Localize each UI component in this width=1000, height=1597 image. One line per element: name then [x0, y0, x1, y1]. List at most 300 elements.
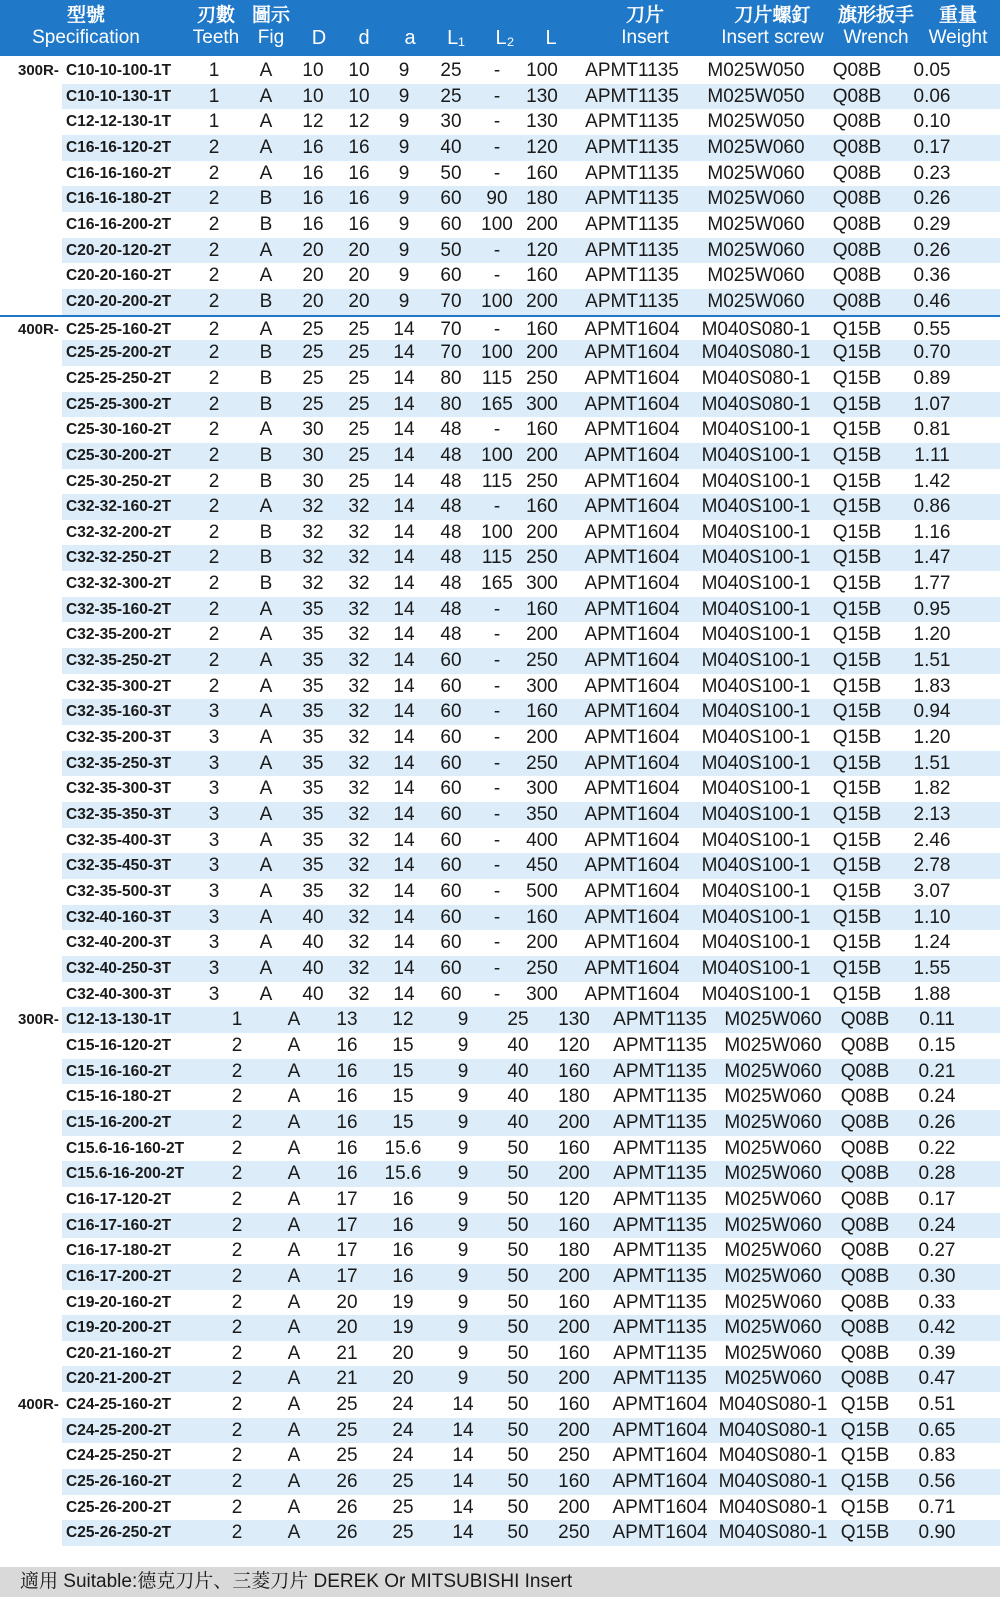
spec-code: C25-26-200-2T	[66, 1498, 172, 1516]
cell-D: 16	[336, 1060, 358, 1082]
cell-a: 9	[457, 1214, 469, 1236]
group-prefix	[18, 1059, 68, 1085]
cell-insert-screw: M025W060	[724, 1009, 822, 1031]
cell-fig: A	[259, 752, 273, 774]
cell-L2: -	[493, 752, 501, 774]
cell-insert: APMT1135	[613, 1034, 707, 1056]
cell-wrench: Q15B	[832, 906, 882, 928]
cell-a: 9	[457, 1137, 469, 1159]
table-row	[0, 699, 1000, 725]
header-spec	[0, 0, 172, 56]
header-wrench-cn: 旗形扳手	[837, 5, 914, 26]
cell-weight: 0.26	[918, 1111, 956, 1133]
cell-d: 32	[348, 598, 370, 620]
cell-L1: 48	[440, 496, 462, 518]
group-prefix	[18, 238, 68, 264]
cell-a: 9	[457, 1368, 469, 1390]
cell-fig: A	[259, 239, 273, 261]
cell-d: 32	[348, 727, 370, 749]
cell-fig: A	[259, 496, 273, 518]
cell-wrench: Q15B	[832, 855, 882, 877]
cell-wrench: Q15B	[832, 342, 882, 364]
cell-insert-screw: M040S080-1	[718, 1445, 828, 1467]
cell-L1: 50	[507, 1342, 529, 1364]
cell-weight: 0.56	[918, 1471, 956, 1493]
cell-L1: 50	[507, 1496, 529, 1518]
cell-D: 35	[302, 675, 324, 697]
spec-code: C16-17-160-2T	[66, 1216, 172, 1234]
cell-wrench: Q08B	[840, 1060, 890, 1082]
cell-fig: A	[287, 1394, 301, 1416]
cell-wrench: Q08B	[840, 1188, 890, 1210]
cell-weight: 0.83	[918, 1445, 956, 1467]
table-header	[0, 0, 1000, 56]
cell-a: 14	[452, 1471, 474, 1493]
cell-L1: 25	[440, 85, 462, 107]
cell-L1: 25	[440, 60, 462, 81]
spec-code: C32-35-400-3T	[66, 831, 172, 849]
header-teeth	[192, 0, 240, 56]
cell-weight: 1.07	[913, 393, 951, 415]
table-row	[0, 1495, 1000, 1521]
group-prefix	[18, 469, 68, 495]
cell-D: 40	[302, 906, 324, 928]
cell-fig: A	[259, 85, 273, 107]
cell-teeth: 3	[208, 778, 220, 800]
cell-a: 9	[457, 1163, 469, 1185]
cell-L: 450	[526, 855, 558, 877]
cell-teeth: 2	[231, 1291, 243, 1313]
spec-code: C16-16-200-2T	[66, 215, 172, 233]
cell-insert-screw: M025W060	[724, 1342, 822, 1364]
spec-code: C32-40-300-3T	[66, 985, 172, 1003]
cell-L2: -	[493, 265, 501, 287]
cell-D: 25	[302, 393, 324, 415]
cell-weight: 2.13	[913, 804, 951, 826]
table-row	[0, 828, 1000, 854]
cell-fig: A	[287, 1368, 301, 1390]
table-row	[0, 1366, 1000, 1392]
cell-L1: 70	[440, 290, 462, 312]
table-body	[0, 58, 1000, 1546]
cell-d: 32	[348, 932, 370, 954]
cell-L1: 50	[507, 1188, 529, 1210]
spec-code: C15-16-160-2T	[66, 1062, 172, 1080]
cell-fig: A	[287, 1342, 301, 1364]
cell-L1: 50	[440, 162, 462, 184]
spec-code: C20-20-200-2T	[66, 292, 172, 310]
cell-a: 14	[393, 957, 415, 979]
cell-fig: B	[259, 470, 273, 492]
table-row	[0, 1238, 1000, 1264]
cell-teeth: 1	[208, 111, 220, 133]
cell-L2: 100	[481, 444, 513, 466]
cell-insert: APMT1135	[585, 162, 679, 184]
cell-D: 16	[302, 213, 324, 235]
cell-L2: 115	[481, 367, 513, 389]
cell-weight: 1.24	[913, 932, 951, 954]
cell-L1: 48	[440, 444, 462, 466]
cell-insert: APMT1604	[584, 932, 680, 954]
spec-code: C16-16-160-2T	[66, 164, 172, 182]
group-prefix: 400R-	[18, 320, 59, 338]
cell-D: 40	[302, 932, 324, 954]
cell-D: 16	[336, 1137, 358, 1159]
header-insert-cn: 刀片	[625, 5, 664, 26]
cell-insert: APMT1604	[612, 1471, 708, 1493]
cell-teeth: 2	[231, 1342, 243, 1364]
cell-d: 15.6	[384, 1163, 422, 1185]
cell-teeth: 3	[208, 881, 220, 902]
spec-code: C25-25-160-2T	[66, 320, 172, 338]
cell-d: 32	[348, 701, 370, 723]
cell-d: 16	[348, 188, 370, 210]
cell-L2: -	[493, 957, 501, 979]
cell-D: 17	[336, 1265, 358, 1287]
cell-insert-screw: M025W060	[707, 136, 805, 158]
cell-insert: APMT1135	[613, 1111, 707, 1133]
cell-d: 10	[348, 85, 370, 107]
table-row	[0, 340, 1000, 366]
cell-L: 300	[526, 983, 558, 1005]
cell-L2: 160	[558, 1471, 590, 1493]
cell-d: 25	[348, 367, 370, 389]
cell-weight: 0.28	[918, 1163, 956, 1185]
cell-weight: 1.88	[913, 983, 951, 1005]
cell-fig: A	[259, 265, 273, 287]
cell-L2: 200	[558, 1317, 590, 1339]
header-teeth-en: Teeth	[192, 27, 240, 48]
cell-L2: -	[493, 829, 501, 851]
spec-code: C20-20-160-2T	[66, 267, 172, 285]
cell-teeth: 2	[231, 1471, 243, 1493]
cell-L1: 48	[440, 521, 462, 543]
cell-weight: 0.94	[913, 701, 951, 723]
table-row	[0, 802, 1000, 828]
cell-D: 16	[336, 1086, 358, 1108]
cell-insert-screw: M040S080-1	[718, 1471, 828, 1493]
cell-L2: -	[493, 598, 501, 620]
cell-fig: A	[259, 804, 273, 826]
cell-teeth: 2	[231, 1445, 243, 1467]
cell-L2: -	[493, 675, 501, 697]
cell-insert-screw: M040S100-1	[701, 932, 811, 954]
table-row	[0, 1443, 1000, 1469]
cell-wrench: Q08B	[832, 60, 882, 81]
cell-weight: 0.36	[913, 265, 951, 287]
cell-fig: A	[287, 1009, 301, 1031]
group-prefix	[18, 212, 68, 238]
cell-d: 32	[348, 496, 370, 518]
cell-L2: 115	[481, 547, 513, 569]
group-prefix	[18, 1264, 68, 1290]
table-row	[0, 520, 1000, 546]
cell-insert: APMT1604	[584, 521, 680, 543]
cell-weight: 0.11	[919, 1009, 955, 1031]
cell-wrench: Q08B	[832, 290, 882, 312]
group-prefix	[18, 853, 68, 879]
cell-d: 20	[348, 239, 370, 261]
cell-insert: APMT1135	[613, 1317, 707, 1339]
cell-a: 14	[452, 1522, 474, 1544]
cell-D: 35	[302, 855, 324, 877]
cell-wrench: Q15B	[832, 701, 882, 723]
spec-code: C32-35-250-3T	[66, 754, 172, 772]
cell-L: 160	[526, 318, 558, 340]
cell-insert: APMT1604	[584, 367, 680, 389]
cell-insert-screw: M040S080-1	[701, 367, 811, 389]
cell-fig: A	[259, 778, 273, 800]
cell-L: 200	[526, 213, 558, 235]
cell-insert: APMT1135	[585, 111, 679, 133]
cell-L1: 60	[440, 701, 462, 723]
cell-d: 32	[348, 983, 370, 1005]
header-L2-label: L₂	[495, 27, 515, 49]
cell-fig: A	[259, 419, 273, 441]
cell-d: 32	[348, 675, 370, 697]
cell-L2: -	[493, 650, 501, 672]
spec-code: C20-21-160-2T	[66, 1344, 172, 1362]
header-insert	[585, 0, 705, 56]
cell-L2: 250	[558, 1522, 590, 1544]
cell-fig: A	[287, 1317, 301, 1339]
cell-weight: 0.05	[913, 60, 951, 81]
cell-L: 300	[526, 778, 558, 800]
cell-teeth: 2	[208, 318, 220, 340]
cell-insert: APMT1604	[584, 906, 680, 928]
cell-wrench: Q15B	[840, 1522, 890, 1544]
cell-teeth: 2	[231, 1034, 243, 1056]
cell-insert-screw: M040S100-1	[701, 881, 811, 902]
cell-weight: 0.42	[918, 1317, 956, 1339]
table-row	[0, 315, 1000, 341]
cell-teeth: 2	[208, 290, 220, 312]
cell-weight: 3.07	[913, 881, 951, 902]
cell-insert: APMT1135	[585, 290, 679, 312]
cell-a: 9	[398, 239, 410, 261]
cell-teeth: 3	[208, 932, 220, 954]
cell-weight: 0.46	[913, 290, 951, 312]
cell-D: 35	[302, 752, 324, 774]
cell-D: 25	[336, 1445, 358, 1467]
cell-L: 250	[526, 470, 558, 492]
cell-D: 25	[302, 367, 324, 389]
group-prefix	[18, 545, 68, 571]
cell-insert-screw: M040S080-1	[701, 342, 811, 364]
group-prefix	[18, 1469, 68, 1495]
cell-insert: APMT1604	[584, 804, 680, 826]
cell-L1: 40	[507, 1086, 529, 1108]
cell-teeth: 2	[231, 1265, 243, 1287]
cell-fig: A	[259, 881, 273, 902]
cell-insert: APMT1604	[584, 624, 680, 646]
cell-D: 32	[302, 547, 324, 569]
cell-wrench: Q15B	[832, 573, 882, 595]
cell-insert-screw: M040S100-1	[701, 496, 811, 518]
header-a-label: a	[404, 27, 416, 49]
cell-L1: 60	[440, 727, 462, 749]
cell-a: 14	[393, 470, 415, 492]
spec-code: C10-10-100-1T	[66, 62, 172, 79]
cell-D: 35	[302, 881, 324, 902]
cell-weight: 0.95	[913, 598, 951, 620]
spec-code: C32-35-450-3T	[66, 857, 172, 875]
spec-code: C16-17-180-2T	[66, 1242, 172, 1260]
cell-wrench: Q15B	[832, 983, 882, 1005]
cell-d: 32	[348, 855, 370, 877]
cell-d: 25	[348, 419, 370, 441]
cell-wrench: Q08B	[840, 1291, 890, 1313]
cell-L1: 48	[440, 547, 462, 569]
cell-wrench: Q08B	[840, 1086, 890, 1108]
cell-teeth: 3	[208, 701, 220, 723]
cell-D: 16	[302, 188, 324, 210]
cell-D: 20	[336, 1317, 358, 1339]
table-row	[0, 84, 1000, 110]
cell-teeth: 2	[208, 598, 220, 620]
group-prefix	[18, 674, 68, 700]
table-row	[0, 905, 1000, 931]
group-prefix	[18, 392, 68, 418]
cell-teeth: 3	[208, 957, 220, 979]
cell-D: 26	[336, 1496, 358, 1518]
cell-d: 19	[392, 1291, 414, 1313]
cell-insert: APMT1135	[613, 1342, 707, 1364]
cell-L1: 50	[440, 239, 462, 261]
group-prefix	[18, 1366, 68, 1392]
cell-weight: 1.47	[913, 547, 951, 569]
cell-insert: APMT1604	[584, 496, 680, 518]
cell-fig: A	[287, 1419, 301, 1441]
table-row	[0, 1161, 1000, 1187]
table-row	[0, 751, 1000, 777]
cell-d: 32	[348, 957, 370, 979]
cell-teeth: 1	[208, 85, 220, 107]
cell-d: 16	[392, 1265, 414, 1287]
header-L2	[485, 0, 525, 56]
spec-code: C25-26-160-2T	[66, 1473, 172, 1491]
cell-fig: A	[287, 1163, 301, 1185]
cell-fig: A	[259, 701, 273, 723]
cell-L2: 200	[558, 1368, 590, 1390]
header-d	[345, 0, 383, 56]
cell-insert: APMT1604	[584, 573, 680, 595]
cell-teeth: 2	[208, 470, 220, 492]
header-screw	[710, 0, 835, 56]
cell-d: 25	[392, 1471, 414, 1493]
group-prefix	[18, 161, 68, 187]
header-spec-en: Specification	[32, 27, 140, 48]
header-fig-en: Fig	[257, 27, 285, 48]
cell-L1: 60	[440, 983, 462, 1005]
group-prefix	[18, 1161, 68, 1187]
cell-a: 9	[457, 1111, 469, 1133]
cell-fig: B	[259, 342, 273, 364]
cell-wrench: Q15B	[832, 727, 882, 749]
group-prefix	[18, 443, 68, 469]
cell-teeth: 2	[231, 1317, 243, 1339]
cell-L: 130	[526, 85, 558, 107]
cell-L2: 200	[558, 1163, 590, 1185]
cell-D: 35	[302, 778, 324, 800]
header-spec-cn: 型號	[66, 5, 105, 26]
cell-weight: 0.30	[918, 1265, 956, 1287]
cell-D: 10	[302, 85, 324, 107]
cell-insert: APMT1135	[613, 1265, 707, 1287]
cell-d: 25	[348, 342, 370, 364]
cell-insert: APMT1135	[613, 1240, 707, 1262]
cell-L1: 48	[440, 470, 462, 492]
table-row	[0, 1392, 1000, 1418]
cell-weight: 1.82	[913, 778, 951, 800]
spec-code: C15.6-16-200-2T	[66, 1165, 185, 1183]
cell-teeth: 2	[208, 188, 220, 210]
cell-fig: A	[259, 855, 273, 877]
cell-teeth: 2	[208, 239, 220, 261]
cell-L: 250	[526, 547, 558, 569]
spec-code: C15-16-180-2T	[66, 1088, 172, 1106]
cell-wrench: Q08B	[832, 136, 882, 158]
group-prefix: 300R-	[18, 1011, 59, 1029]
table-row	[0, 161, 1000, 187]
table-row	[0, 674, 1000, 700]
cell-wrench: Q08B	[832, 239, 882, 261]
cell-wrench: Q15B	[832, 393, 882, 415]
cell-weight: 0.24	[918, 1214, 956, 1236]
cell-wrench: Q08B	[840, 1368, 890, 1390]
cell-a: 9	[398, 265, 410, 287]
group-prefix	[18, 1495, 68, 1521]
spec-code: C32-40-200-3T	[66, 934, 172, 952]
cell-L1: 50	[507, 1368, 529, 1390]
cell-teeth: 2	[208, 547, 220, 569]
cell-wrench: Q15B	[840, 1419, 890, 1441]
cell-L2: 160	[558, 1394, 590, 1416]
cell-insert: APMT1604	[584, 650, 680, 672]
cell-teeth: 2	[208, 496, 220, 518]
header-weight-en: Weight	[928, 27, 988, 48]
group-prefix	[18, 751, 68, 777]
cell-wrench: Q15B	[832, 419, 882, 441]
spec-code: C25-25-250-2T	[66, 369, 172, 387]
spec-code: C25-26-250-2T	[66, 1524, 172, 1542]
cell-a: 14	[393, 675, 415, 697]
cell-insert-screw: M025W060	[707, 290, 805, 312]
cell-wrench: Q15B	[832, 932, 882, 954]
cell-L1: 50	[507, 1163, 529, 1185]
cell-fig: A	[287, 1060, 301, 1082]
table-row	[0, 392, 1000, 418]
table-row	[0, 1136, 1000, 1162]
cell-D: 25	[302, 318, 324, 340]
cell-insert: APMT1135	[613, 1060, 707, 1082]
cell-a: 9	[457, 1034, 469, 1056]
spec-code: C16-17-120-2T	[66, 1190, 172, 1208]
cell-insert-screw: M040S100-1	[701, 727, 811, 749]
cell-fig: A	[287, 1471, 301, 1493]
cell-weight: 0.27	[918, 1240, 956, 1262]
cell-D: 20	[302, 290, 324, 312]
cell-wrench: Q15B	[840, 1496, 890, 1518]
spec-code: C25-30-160-2T	[66, 421, 172, 439]
spec-code: C32-35-250-2T	[66, 652, 172, 670]
cell-a: 14	[452, 1394, 474, 1416]
cell-insert-screw: M040S080-1	[701, 318, 811, 340]
cell-teeth: 2	[208, 573, 220, 595]
cell-d: 16	[348, 136, 370, 158]
cell-weight: 1.11	[914, 444, 950, 466]
cell-insert: APMT1135	[585, 60, 679, 81]
